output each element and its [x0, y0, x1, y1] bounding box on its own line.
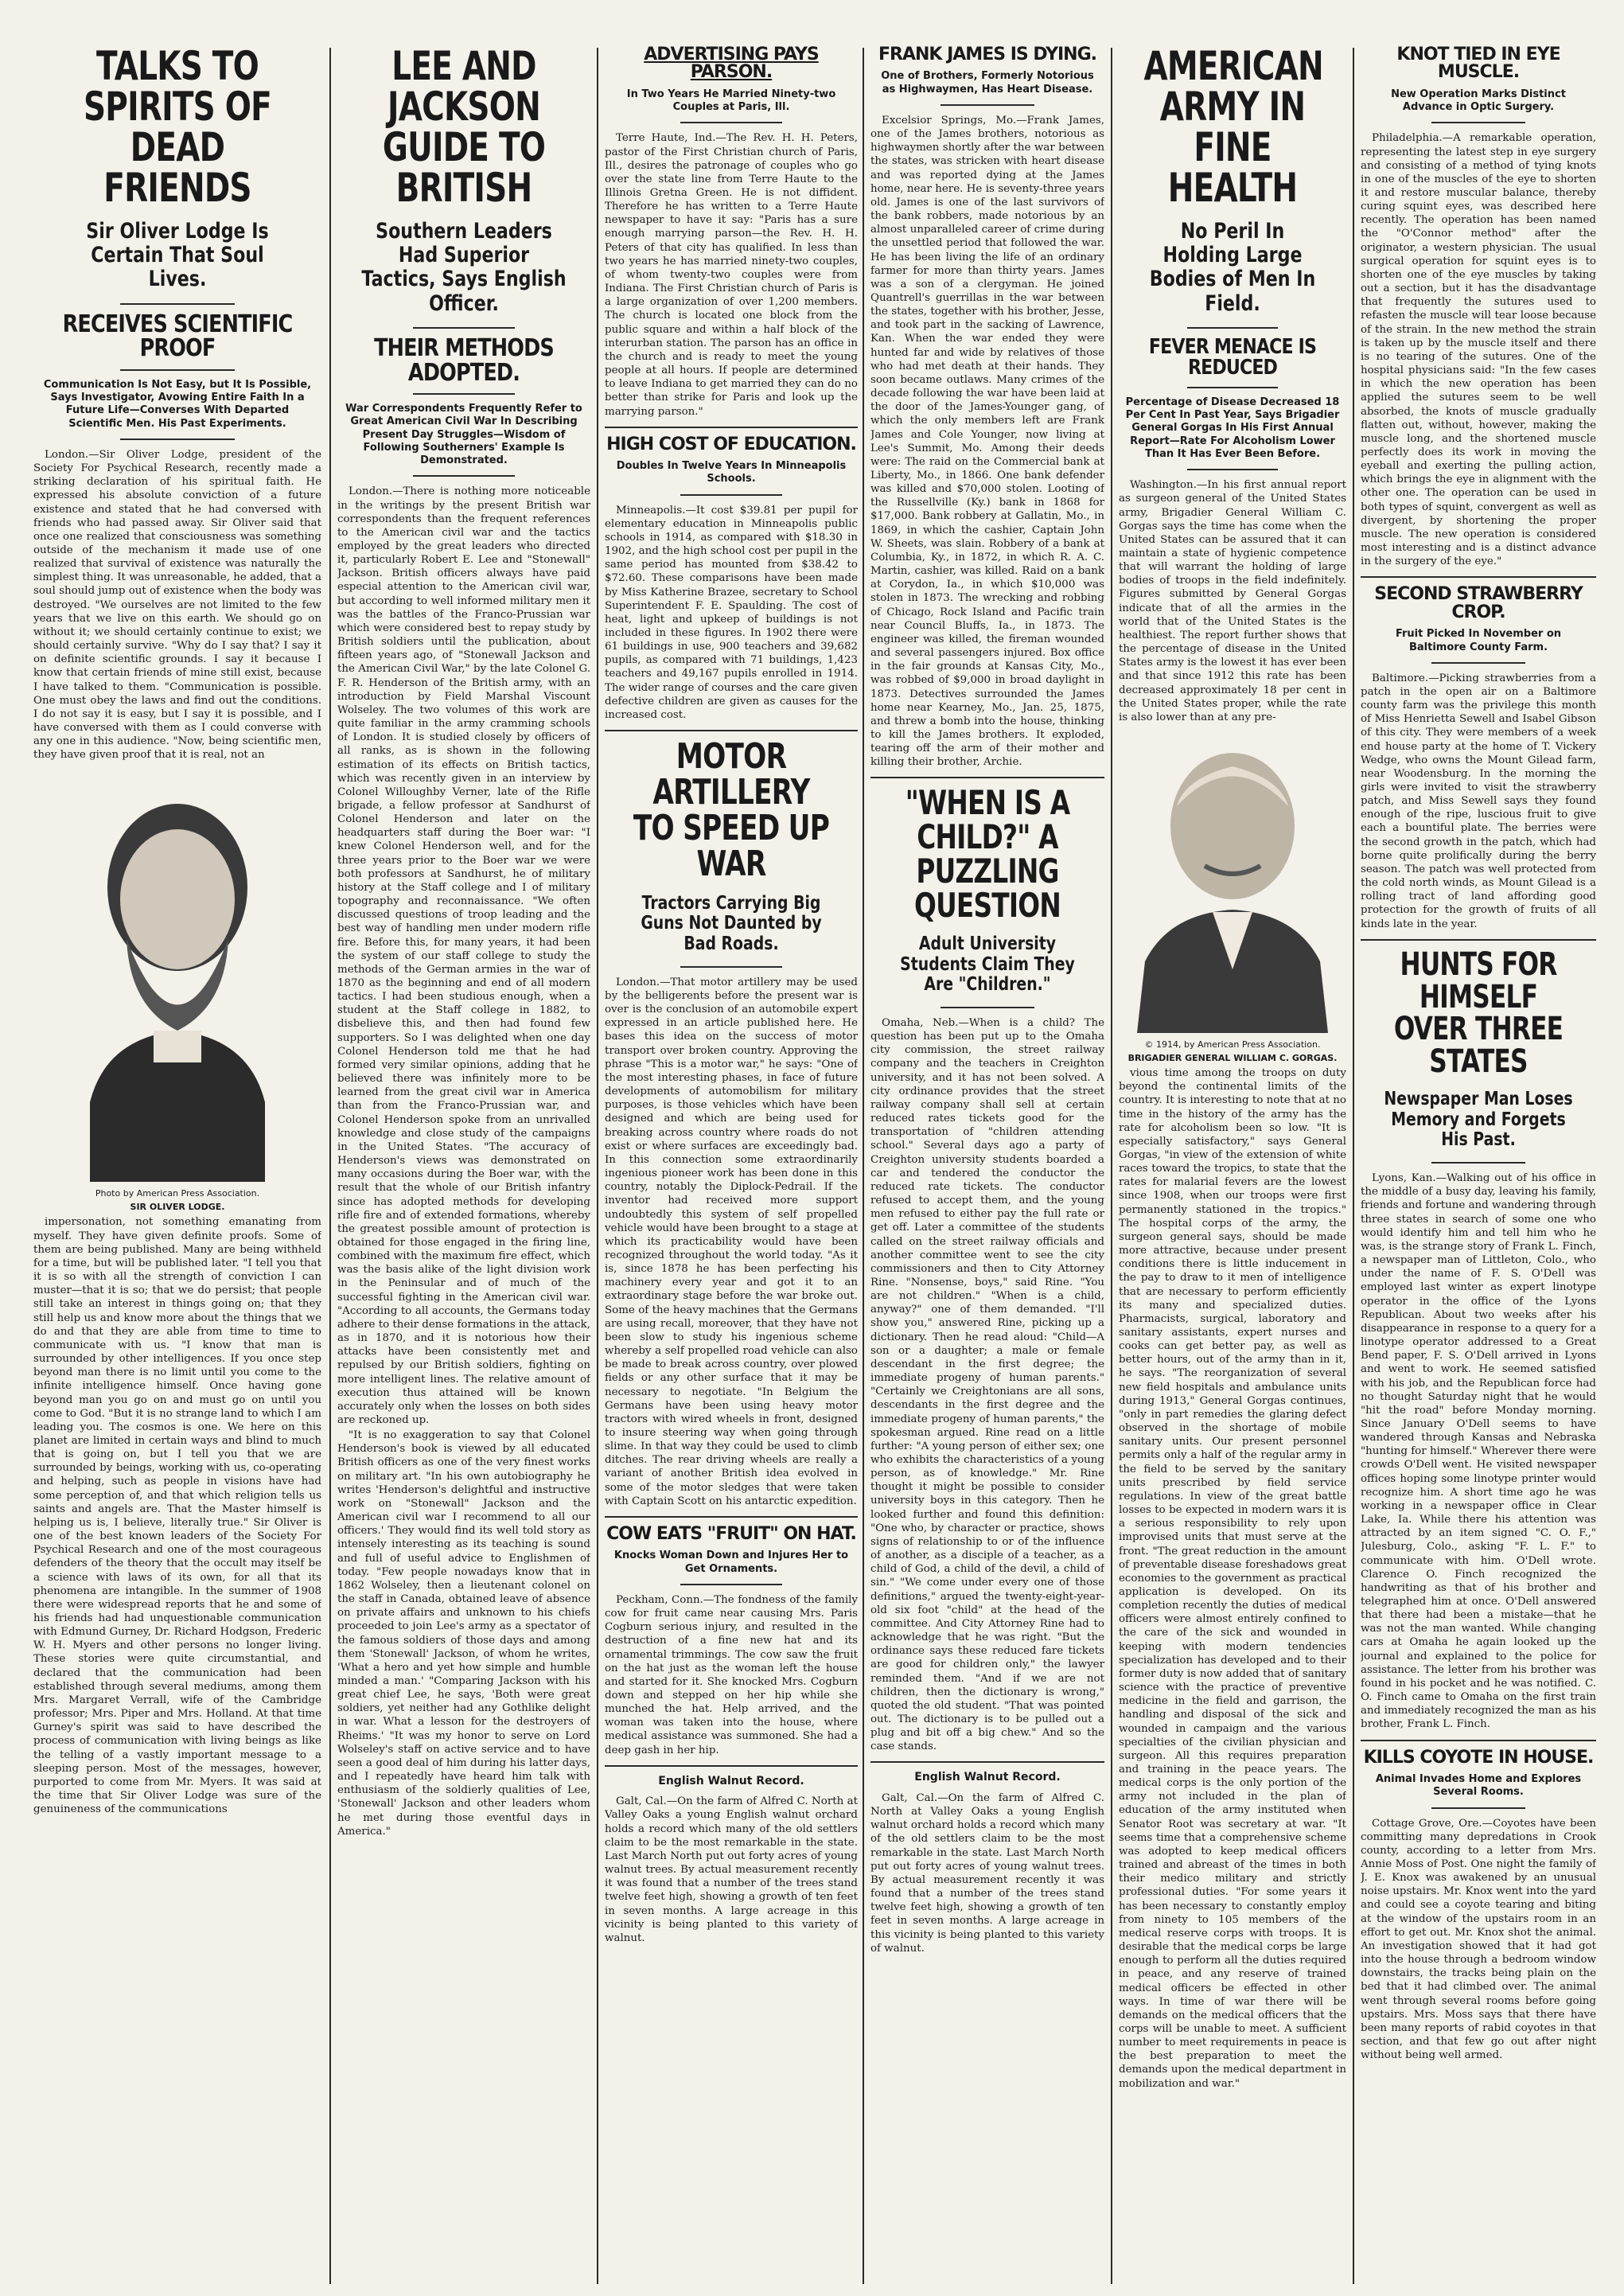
column-rule [329, 48, 331, 2284]
divider [1187, 387, 1278, 388]
photo-credit: © 1914, by American Press Association. [1144, 1039, 1321, 1051]
divider [413, 475, 514, 477]
photo-credit: Photo by American Press Association. [95, 1188, 260, 1199]
headline: ADVERTISING PAYS PARSON. [644, 46, 819, 83]
article-body: Lyons, Kan.—Walking out of his office in the middle of a busy day, leaving his family, friends and fortune and wandering through three states in search of some one who would identify him and tell him who he was, is the strange story of Frank L. Finch, a newspaper man of Littleton, Colo., who under the name of F. S. O'Dell was employed last winter as expert linotype operator in the office of the Lyons Republican. About two weeks after his disappearance in response to a query for a linotype operator addressed to a Great Bend paper, F. S. O'Dell arrived in Lyons and went to work. He seemed satisfied with his job, and the Republican force had no thought Saturday night that he would "hit the road" before Monday morning. Since January O'Dell seems to have wandered through Kansas and Nebraska "hunting for himself." Wherever there were crowds O'Dell went. He visited newspaper offices hoping some linotype printer would recognize him. A short time ago he was working in a newspaper office in Clear Lake, Ia. While there his attention was attracted by an item signed "C. O. F.," Julesburg, Colo., asking "F. L. F." to communicate with him. O'Dell wrote. Clarence O. Finch recognized the handwriting as that of his brother and telegraphed him at once. O'Dell answered that there had been a mistake—that he was not the man wanted. While changing cars at Omaha he again looked up the journal and explained to the police for assistance. The letter from his brother was found in his pocket and he was notified. C. O. Finch came to Omaha on the first train and immediately recognized the man as his brother, Frank L. Finch. [1361, 1172, 1596, 1731]
headline: LEE AND JACKSON GUIDE TO BRITISH [382, 46, 546, 211]
photo-caption: BRIGADIER GENERAL WILLIAM C. GORGAS. [1127, 1053, 1338, 1064]
headline: HUNTS FOR HIMSELF OVER THREE STATES [1393, 945, 1564, 1081]
deck: Sir Oliver Lodge Is Certain That Soul Lives. [86, 219, 269, 292]
divider [941, 1007, 1034, 1008]
portrait-lodge-photo [58, 768, 297, 1182]
article-body: impersonation, not something emanating from myself. They have given definite proofs. Some of them are being published. Many are being withheld for a time, but will be published later. "I tell you that it is so with all the strength of conviction I can muster—that it is so; that we do persist; that people still take an interest in things going on; that they still help us and know more about the things that we do and that they are able from time to time to communicate with us. "I know that man is surrounded by other intelligences. If you once step beyond man there is no limit until you come to the infinite intelligence himself. Once having gone beyond man you go on and must go on until you come to God. "But it is no strange land to which I am leading you. The cosmos is one. We here on this planet are limited in certain ways and blind to much that is going on, but I tell you that we are surrounded by beings, working with us, co-operating and helping, such as people in visions have had some perception of, and that which religion tells us saints and angels are. That the Master himself is helping us is, I believe, literally true." Sir Oliver is one of the best known leaders of the Society For Psychical Research and one of the most courageous defenders of the theory that the occult may itself be a science with laws of its own, for all that its phenomena are intangible. In the summer of 1908 there were widespread reports that he and some of his friends had had unquestionable communication with Edmund Gurney, Dr. Richard Hodgson, Frederic W. H. Myers and other persons no longer living. These stories were quite circumstantial, and declared that the communication had been established through several mediums, among them Mrs. Margaret Verrall, wife of the Cambridge professor; Mrs. Piper and Mrs. Holland. At that time Gurney's spirit was said to have described the process of communication with living beings as like the telling of a vastly important message to a sleeping person. Most of the messages, however, purported to come from Mr. Myers. It was said at the time that Sir Oliver Lodge was sure of the genuineness of the communications [33, 1216, 321, 1816]
headline: SECOND STRAWBERRY CROP. [1374, 584, 1583, 622]
divider [120, 369, 236, 371]
deck: Newspaper Man Loses Memory and Forgets His Past. [1384, 1088, 1573, 1151]
column-misc-3 [1361, 46, 1596, 2284]
headline: FRANK JAMES IS DYING. [878, 46, 1097, 64]
article-body: Terre Haute, Ind.—The Rev. H. H. Peters, pastor of the First Christian church of Paris, Ill., desires the patronage of couples who go over the state line from Terre Haute to the Illinois Gretna Green. He is not diffident. Therefore he has written to a Terre Haute newspaper to have it say: "Paris has a sure enough marrying parson—the Rev. H. H. Peters of that city has qualified. In less than two years he has married ninety-two couples, of whom twenty-two couples were from Indiana. The First Christian church of Paris is a large organization of over 1,200 members. The church is located one block from the public square and within a half block of the interurban station. The parson has an office in the church and is ready to meet the young people at all hours. If people are determined to leave Indiana to get married they can do no better than strike for Paris and look up the marrying parson." [605, 132, 858, 418]
article-body: London.—That motor artillery may be used by the belligerents before the present war is over is the conclusion of an automobile expert expressed in an article published here. He bases this idea on the success of motor transport over broken country. Approving the phrase "This is a motor war," he says: "One of the most interesting phases, in face of future developments of automobilism for military purposes, is those vehicles which have been designed and which are being used for breaking across country where roads do not exist or where surfaces are exceedingly bad. In this connection some extraordinarily ingenious pioneer work has been done in this country, notably the Diplock-Pedrail. If the inventor had received more support undoubtedly this system of self propelled vehicle would have been brought to a stage at which its practicability would have been recognized throughout the world today. "As it is, since 1878 he has been perfecting his machinery every year and got it to an extraordinary stage before the war broke out. Some of the heavy machines that the Germans are using recall, moreover, that they have not been slow to study his ingenious scheme whereby a self propelled road vehicle can also be made to break across country, over plowed fields or any other surface that it may be necessary to negotiate. "In Belgium the Germans have been using heavy motor tractors with wired wheels in front, designed to insure steering way when going through slime. In that way they could be used to climb ditches. The rear driving wheels are really a variant of another British idea evolved in some of the motor sledges that were taken with Captain Scott on his antarctic expedition. [605, 976, 858, 1507]
summary: War Correspondents Frequently Refer to Great American Civil War In Describing Present Day Struggles—Wisdom of Following Southerners' Example Is Demonstrated. [345, 403, 582, 467]
headline: KNOT TIED IN EYE MUSCLE. [1396, 46, 1560, 83]
divider [1187, 469, 1278, 470]
headline: TALKS TO SPIRITS OF DEAD FRIENDS [84, 46, 271, 211]
divider [680, 966, 781, 968]
divider [413, 327, 514, 329]
summary: In Two Years He Married Ninety-two Couples at Paris, Ill. [626, 88, 836, 114]
divider [1361, 576, 1596, 578]
article-body: Cottage Grove, Ore.—Coyotes have been committing many depredations in Crook county, according to a letter from Mrs. Annie Moss of Post. One night the family of J. E. Knox was awakened by an unusual noise upstairs. Mr. Knox went into the yard and could see a coyote tearing and biting at the window of the upstairs room in an effort to get out. Mr. Knox shot the animal. An investigation showed that it had got into the house through a bedroom window downstairs, the tracks being plain on the bed that it had climbed over. The animal went through several rooms before going upstairs. Mrs. Moss says that there have been many reports of rabid coyotes in that section, and that few go out after night without being well armed. [1361, 1817, 1596, 2062]
headline: English Walnut Record. [658, 1774, 804, 1787]
summary: Communication Is Not Easy, but It Is Possible, Says Investigator, Avowing Entire Faith In a Future Life—Converses With Departed Scientific Men. His Past Experiments. [43, 378, 312, 430]
headline: AMERICAN ARMY IN FINE HEALTH [1143, 46, 1323, 211]
summary: Percentage of Disease Decreased 18 Per Cent In Past Year, Says Brigadier General Gorgas In His First Annual Report—Rate For Alcoholism Lower Than It Has Ever Been Before. [1125, 396, 1340, 460]
article-body: Baltimore.—Picking strawberries from a patch in the open air on a Baltimore county farm was the privilege this month of Miss Henrietta Sewell and Isabel Gibson of this city. They were members of a week end house party at the home of T. Vickery Wedge, who owns the Mount Gilead farm, near Woodensburg. In the morning the girls were invited to visit the strawberry patch, and Miss Sewell says they found enough of the ripe, luscious fruit to give each a bountiful plate. The berries were the second growth in the patch, which had borne quite prolifically during the berry season. The patch was well protected from the cold north winds, as Mount Gilead is a rolling tract of land affording good protection for the growth of fruits of all kinds late in the year. [1361, 672, 1596, 930]
article-body: Minneapolis.—It cost $39.81 per pupil for elementary education in Minneapolis public schools in 1914, as compared with $18.30 in 1902, and the high school cost per pupil in the same period has mounted from $38.42 to $72.60. These comparisons have been made by Miss Katherine Brazee, secretary to School Superintendent F. E. Spaulding. The cost of heat, light and upkeep of buildings is not included in these figures. In 1902 there were 61 buildings in use, 900 teachers and 39,682 pupils, as compared with 71 buildings, 1,423 teachers and 49,167 pupils enrolled in 1914. The wider range of courses and the care given defective children are given as causes for the increased cost. [605, 504, 858, 721]
divider [120, 303, 236, 305]
divider [1431, 662, 1525, 664]
divider [413, 393, 514, 395]
divider [870, 1761, 1104, 1763]
article-body: London.—There is nothing more noticeable in the writings by the present British war correspondents than the frequent references to the American civil war and the tactics employed by the great leaders who directed it, particularly Robert E. Lee and "Stonewall" Jackson. British officers always have paid especial attention to the American civil war, but according to well informed military men it was the battles of the Franco-Prussian war which were considered best to repay study by British soldiers until the publication, about fifteen years ago, of "Stonewall Jackson and the American Civil War," by the late Colonel G. F. R. Henderson of the British army, with an introduction by Field Marshal Viscount Wolseley. The two volumes of this work are quite familiar in the army cramming schools of London. It is studied closely by officers of all ranks, as is shown in the following estimation of its effects on British tactics, which was recently given in an interview by Colonel Willoughby Verner, late of the Rifle brigade, a fellow professor at Sandhurst of Colonel Henderson and later on the headquarters staff during the Boer war: "I knew Colonel Henderson well, and for the three years prior to the Boer war we were both professors at Sandhurst, he of military history at the Staff college and I of military topography and reconnaissance. "We often discussed questions of troop leading and the best way of handling men under modern rifle fire. Before this, for many years, it had been the system of our staff college to study the methods of the German armies in the war of 1870 as the beginning and end of all modern tactics. I had been studious enough, when a student at the Staff college in 1882, to disbelieve this, and then had found few supporters. So I was delighted when one day Colonel Henderson told me that he had formed very similar opinions, adding that he believed there was infinitely more to be learned from the great civil war in America than from the Franco-Prussian war, and Colonel Henderson spoke from an unrivalled knowledge and close study of the campaigns in the United States. "The accuracy of Henderson's views was demonstrated on many occasions during the Boer war, with the result that the whole of our British infantry since has adopted methods for developing rifle fire and of extended formations, whereby the greatest possible amount of protection is obtained for those engaged in the firing line, combined with the maximum fire effect, which was the basis alike of the light division work in the Peninsular and of much of the successful fighting in the American civil war. "According to all accounts, the Germans today adhere to their dense formations in the attack, as in 1870, and it is notorious how their attacks have been consistently met and repulsed by our British soldiers, fighting on more intelligent lines. The relative amount of execution thus attained will be known accurately only when the losses on both sides are reckoned up. [337, 485, 590, 1426]
divider [1431, 1807, 1525, 1809]
summary: One of Brothers, Formerly Notorious as Highwaymen, Has Heart Disease. [881, 70, 1094, 96]
column-misc-1 [605, 46, 858, 2284]
subheadline: RECEIVES SCIENTIFIC PROOF [62, 310, 293, 363]
article-body: Washington.—In his first annual report as surgeon general of the United States army, Brigadier General William C. Gorgas says the time has come when the United States can be assured that it can maintain a state of hygienic competence that will warrant the holding of large bodies of troops in the field indefinitely. Figures submitted by General Gorgas indicate that of all the armies in the world that of the United States is the healthiest. The report further shows that the percentage of disease in the United States army is the lowest it has ever been and that since 1912 this rate has been decreased approximately 18 per cent in the United States proper, while the rate is also lower than at any pre- [1119, 479, 1346, 723]
headline: COW EATS "FRUIT" ON HAT. [606, 1523, 856, 1544]
article-body: Galt, Cal.—On the farm of Alfred C. North at Valley Oaks a young English walnut orchard holds a record which many of the old settlers claim to be the most remarkable in the state. Last March North put out forty acres of young walnut trees. By actual measurement recently it was found that a number of the trees stand twelve feet high, showing a growth of ten feet in seven months. A large acreage in this vicinity is being planted to this variety of walnut. [605, 1795, 858, 1944]
headline: "WHEN IS A CHILD?" A PUZZLING QUESTION [905, 783, 1070, 925]
article-body: Excelsior Springs, Mo.—Frank James, one of the James brothers, notorious as highwaymen shortly after the war between the states, was stricken with heart disease and was reported dying at the James home, near here. He is seventy-three years old. James is one of the last survivors of the bank robbers, made notorious by an almost unparalleled career of crime during the unsettled period that followed the war. He has been living the life of an ordinary farmer for more than thirty years. James was a son of a clergyman. He joined Quantrell's guerrillas in the war between the states, together with his brother, Jesse, and took part in the sacking of Lawrence, Kan. When the war ended they were hunted far and wide by relatives of those who had met death at their hands. They soon became outlaws. Many crimes of the decade following the war have been laid at the door of the James-Younger gang, of which the only members left are Frank James and Cole Younger, now living at Lee's Summit, Mo. Among their deeds were: The raid on the Commercial bank at Liberty, Mo., in 1866. One bank defender was killed and $70,000 stolen. Looting of the Russellville (Ky.) bank in 1868 for $17,000. Bank robbery at Gallatin, Mo., in 1869, in which the cashier, Captain John W. Sheets, was slain. Robbery of a bank at Columbia, Ky., in 1872, in which R. A. C. Martin, cashier, was killed. Raid on a bank at Corydon, Ia., in which $10,000 was stolen in 1873. The wrecking and robbing of Chicago, Rock Island and Pacific train near Council Bluffs, Ia., in 1873. The engineer was killed, the fireman wounded and several passengers injured. Box office in the fair grounds at Kansas City, Mo., was robbed of $9,000 in broad daylight in 1873. Detectives surrounded the James home near Kearney, Mo., Jan. 25, 1875, and threw a bomb into the house, thinking to kill the James brothers. It exploded, tearing off the arm of their mother and killing their brother, Archie. [870, 114, 1104, 769]
divider [605, 730, 858, 731]
divider [605, 1765, 858, 1767]
summary: Animal Invades Home and Explores Several Rooms. [1375, 1773, 1582, 1799]
summary: Doubles In Twelve Years In Minneapolis Schools. [616, 460, 847, 485]
summary: Knocks Woman Down and Injures Her to Get Ornaments. [613, 1550, 849, 1575]
column-rule [597, 48, 598, 2284]
divider [680, 494, 781, 496]
deck: Southern Leaders Had Superior Tactics, Says English Officer. [361, 219, 567, 316]
divider [1361, 939, 1596, 941]
divider [1431, 122, 1525, 123]
headline: KILLS COYOTE IN HOUSE. [1363, 1747, 1594, 1768]
article-body: "It is no exaggeration to say that Colonel Henderson's book is viewed by all educated British officers as one of the very finest works on military art. "In his own autobiography he writes 'Henderson's delightful and instructive work on "Stonewall" Jackson and the American civil war I recommend to all our officers.' They would find its well told story as intensely interesting as its teaching is sound and full of useful advice to Englishmen of today. "Few people nowadays know that in 1862 Wolseley, then a lieutenant colonel on the staff in Canada, obtained leave of absence on private affairs and unknown to his chiefs proceeded to join Lee's army as a spectator of the famous soldiers of those days and among them 'Stonewall' Jackson, of whom he writes, 'What a hero and yet how simple and humble minded a man.' "Comparing Jackson with his great chief Lee, he says, 'Both were great soldiers, yet neither had any Gothlike delight in war. What a lesson for the destroyers of Rheims.' "It was my honor to serve on Lord Wolseley's staff on active service and to have seen a good deal of him during his latter days, and I repeatedly have heard him talk with enthusiasm of the soldierly qualities of Lee, 'Stonewall' Jackson and other leaders whom he met during those eventful days in America." [337, 1429, 590, 1838]
divider [605, 427, 858, 428]
article-body: Philadelphia.—A remarkable operation, representing the latest step in eye surgery and consisting of a method of tying knots in one of the muscles of the eye to shorten it and restore muscular balance, thereby curing squint eyes, was described here recently. The operation has been named the "O'Connor method" after the originator, a western physician. The usual surgical operation for squint eyes is to shorten one of the eye muscles by taking out a section, but it has the disadvantage that frequently the sutures used to refasten the muscle will tear loose because of the strain. In the new method the strain is taken up by the muscle itself and there is no tearing of the sutures. One of the hospital physicians said: "In the few cases in which the new operation has been applied the sutures seem to be well absorbed, the knots of muscle gradually flatten out, without, however, making the muscle long, and the shortened muscle perfectly does its work in moving the eyeball and exerting the pulling action, which brings the eye in alignment with the other one. The operation can be used in both types of squint, convergent as well as divergent, by shortening the proper muscle. The new operation is considered most interesting and is a distinct advance in the surgery of the eye." [1361, 132, 1596, 568]
divider [680, 122, 781, 123]
headline: HIGH COST OF EDUCATION. [606, 434, 856, 454]
column-lodge [33, 46, 321, 2284]
headline: MOTOR ARTILLERY TO SPEED UP WAR [633, 736, 830, 884]
divider [120, 439, 236, 440]
divider [1431, 1162, 1525, 1164]
column-rule [1353, 48, 1354, 2284]
article-body: vious time among the troops on duty beyond the continental limits of the country. It is interesting to note that at no time in the history of the army has the rate for alcoholism been so low. "It is especially satisfactory," says General Gorgas, "in view of the extension of white races toward the tropics, to state that the rates for malarial fevers are the lowest since 1908, when our troops were first permanently stationed in the tropics." The hospital corps of the army, the surgeon general says, should be made more attractive, because under present conditions there is little inducement in the pay to draw to it men of intelligence that are necessary to perform efficiently its many and specialized duties. Pharmacists, surgical, laboratory and sanitary assistants, expert nurses and cooks can get better pay, as well as better hours, out of the army than in it, he says. "The reorganization of several new field hospitals and ambulance units during 1913," General Gorgas continues, "only in part remedies the glaring defect observed in the shortage of mobile sanitary units. Our present personnel permits only a half of the regular army in the field to be served by the sanitary units prescribed by field service regulations. In view of the great battle losses to be expected in modern wars it is a serious responsibility to rely upon improvised units that must serve at the front. "The great reduction in the amount of preventable disease foreshadows great economies to the government as practical application is developed. On its completion recently the duties of medical officers were almost entirely confined to the care of the sick and wounded in keeping with modern tendencies specialization has developed and to their former duty is now added that of sanitary science with the practice of preventive medicine in the field and garrison, the handling and disposal of the sick and wounded in campaign and the various specialties of the civilian physician and surgeon. All this requires preparation and training in the peace years. The medical corps is the only portion of the army not included in the plan of education of the army instituted when Senator Root was secretary at war. "It seems time that a comprehensive scheme was adopted to keep medical officers trained and abreast of the times in both their medico military and strictly professional duties. "For some years it has been necessary to constantly employ from ninety to 105 members of the medical reserve corps with troops. It is desirable that the medical corps be large enough to perform all the duties required in peace, and any reserve of trained medical officers be effected in other ways. In time of war there will be demands on the medical officers that the corps will be unable to meet. A sufficient number to meet requirements in peace is the best preparation to meet the demands upon the medical department in mobilization and war." [1119, 1067, 1346, 2090]
summary: Fruit Picked In November on Baltimore County Farm. [1395, 628, 1562, 653]
article-body: London.—Sir Oliver Lodge, president of the Society For Psychical Research, recently made a striking declaration of his spiritual faith. He expressed his absolute conviction of a future existence and stated that he had conversed with friends who had passed away. Sir Oliver said that once one realized that consciousness was something outside of the mechanism it made use of one realized that survival of existence was naturally the simplest thing. It was unreasonable, he added, that a soul should jump out of existence when the body was destroyed. "We ourselves are not limited to the few years that we live on this earth. We should go on without it; we should certainly continue to exist; we should certainly survive. "Why do I say that? I say it on definite scientific grounds. I say it because I know that certain friends of mine still exist, because I have talked to them. "Communication is possible. One must obey the laws and find out the conditions. I do not say it is easy, but I say it is possible, and I have conversed with them as I could converse with any one in this audience. "Now, being scientific men, they have given proof that it is real, not an [33, 448, 321, 762]
deck: Tractors Carrying Big Guns Not Daunted by Bad Roads. [641, 892, 822, 955]
divider [1361, 1740, 1596, 1741]
subheadline: FEVER MENACE IS REDUCED [1148, 334, 1317, 380]
column-army-health [1119, 46, 1346, 2284]
column-rule [1111, 48, 1112, 2284]
subheadline: THEIR METHODS ADOPTED. [374, 333, 554, 387]
photo-caption: SIR OLIVER LODGE. [130, 1202, 225, 1213]
portrait-gorgas-photo [1129, 731, 1336, 1033]
article-body: Omaha, Neb.—When is a child? The question has been put up to the Omaha city commission, the street railway company and the teachers in Creighton university, and it has not been solved. A city ordinance provides that the street railway company shall sell at certain reduced rates tickets good for the transportation of "children attending school." Several days ago a party of Creighton university students boarded a car and tendered the conductor the reduced rate tickets. The conductor refused to accept them, and the young men refused to either pay the full rate or get off. Later a committee of the students called on the street railway officials and another committee went to see the city commissioners and then to City Attorney Rine. "Nonsense, boys," said Rine. "You are not children." "When is a child, anyway?" one of them demanded. "I'll show you," answered Rine, picking up a dictionary. Then he read aloud: "Child—A son or a daughter; a male or female descendant in the first degree; the immediate progeny of human parents." "Certainly we Creightonians are all sons, descendants in the first degree and the immediate progeny of human parents," the spokesman argued. Rine read on a little further: "A young person of either sex; one who exhibits the characteristics of a young person, as of knowledge." Mr. Rine thought it might be possible to consider university boys in this category. Then he looked further and found this definition: "One who, by character or practice, shows signs of relationship to or of the influence of another, as a disciple of a teacher, as a child of God, a child of the devil, a child of sin." "We come under every one of those definitions," argued the twenty-eight-year-old six foot "child" at the head of the committee. And City Attorney Rine had to acknowledge that he was right. "But the ordinance says these reduced fare tickets are good for children only," the lawyer reminded them. "And if we are not children, then the dictionary is wrong," quoted the old student. "That was pointed out. The dictionary is to be pulled out a plug and bit off a big chew." And so the case stands. [870, 1017, 1104, 1753]
article-body: Peckham, Conn.—The fondness of the family cow for fruit came near causing Mrs. Paris Cogburn serious injury, and resulted in the destruction of a fine new hat and its ornamental trimmings. The cow saw the fruit on the hat just as the woman left the house and started for it. She knocked Mrs. Cogburn down and stepped on her hip while she munched the hat. Help arrived, and the woman was taken into the house, where medical assistance was summoned. She had a deep gash in her hip. [605, 1593, 858, 1756]
divider [870, 777, 1104, 778]
headline: English Walnut Record. [914, 1771, 1061, 1784]
deck: Adult University Students Claim They Are "Children." [900, 933, 1075, 996]
divider [605, 1516, 858, 1518]
divider [1187, 327, 1278, 329]
deck: No Peril In Holding Large Bodies of Men In Field. [1149, 219, 1316, 316]
summary: New Operation Marks Distinct Advance in Optic Surgery. [1391, 88, 1566, 114]
column-rule [863, 48, 864, 2284]
article-body: Galt, Cal.—On the farm of Alfred C. North at Valley Oaks a young English walnut orchard holds a record which many of the old settlers claim to be the most remarkable in the state. Last March North put out forty acres of young walnut trees. By actual measurement recently it was found that a number of the trees stand twelve feet high, showing a growth of ten feet in seven months. A large acreage in this vicinity is being planted to this variety of walnut. [870, 1791, 1104, 1955]
divider [680, 1584, 781, 1585]
column-lee-jackson [337, 46, 590, 2284]
divider [941, 104, 1034, 106]
column-misc-2 [870, 46, 1104, 2284]
